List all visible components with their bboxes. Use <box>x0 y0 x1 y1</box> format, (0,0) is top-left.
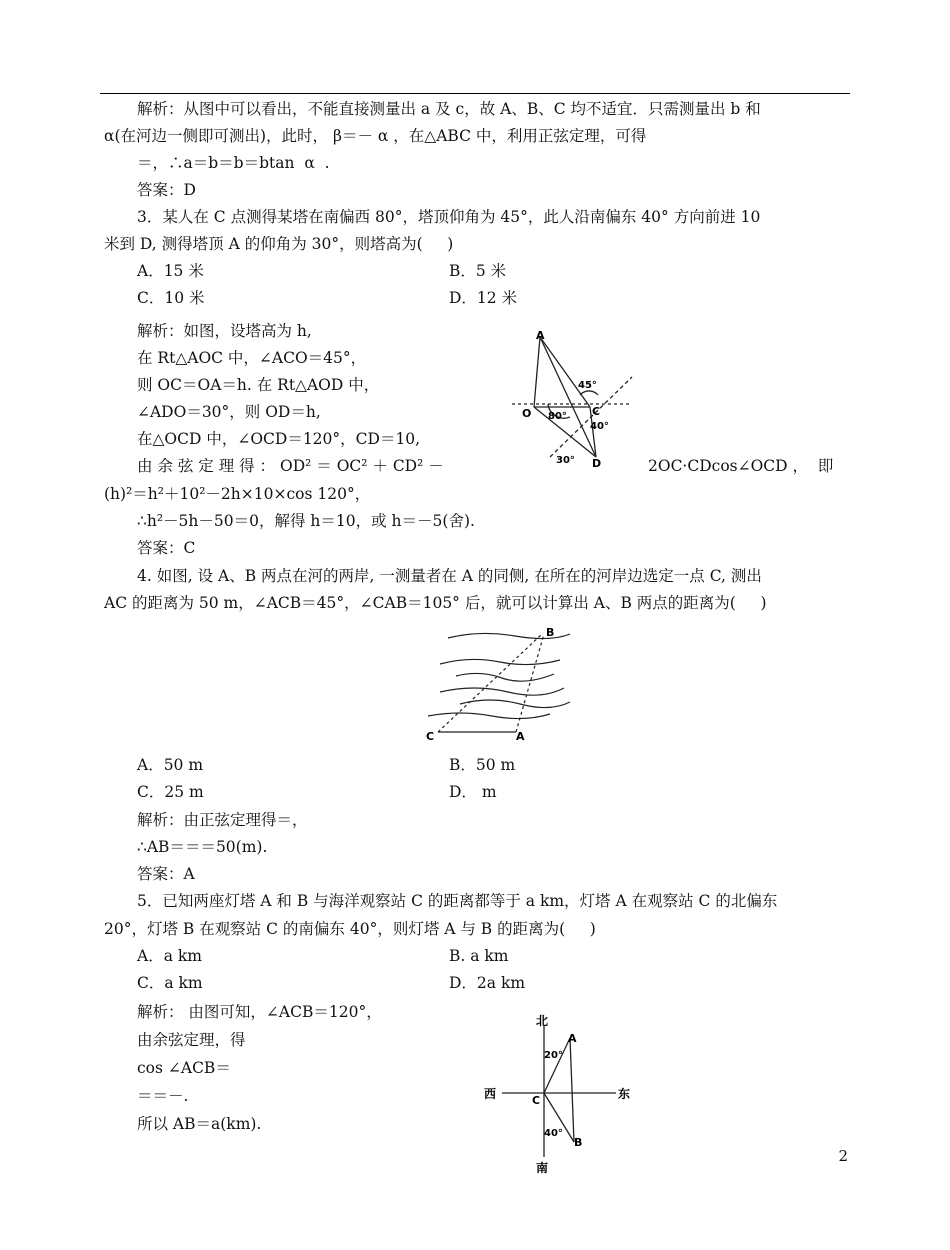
header-rule <box>100 93 850 94</box>
question-5: 5．已知两座灯塔 A 和 B 与海洋观察站 C 的距离都等于 a km，灯塔 A 在观察站 C 的北偏东 <box>137 892 778 910</box>
text-line: (h)²＝h²＋10²－2h×10×cos 120°， <box>104 485 371 503</box>
text-line: 20°，灯塔 B 在观察站 C 的南偏东 40°，则灯塔 A 与 B 的距离为( ) <box>104 920 596 938</box>
compass-north: 北 <box>536 1014 549 1028</box>
option-b: B. a km <box>449 947 509 965</box>
river-figure <box>420 622 580 747</box>
option-c: C．25 m <box>137 783 204 801</box>
option-c: C．a km <box>137 974 203 992</box>
text-line: cos ∠ACB＝ <box>137 1059 231 1077</box>
compass-label-C: C <box>532 1094 541 1107</box>
text-line: 解析：由正弦定理得＝， <box>137 811 308 829</box>
tower-angle-45: 45° <box>578 380 597 391</box>
text-line: ∠ADO＝30°，则 OD＝h, <box>137 403 321 421</box>
text-line: ＝＝－. <box>137 1087 189 1105</box>
tower-angle-30: 30° <box>556 455 575 466</box>
question-4: 4. 如图, 设 A、B 两点在河的两岸, 一测量者在 A 的同侧, 在所在的河岸边选定一点 C, 测出 <box>137 567 762 585</box>
text-line: 解析： 由图可知，∠ACB＝120°， <box>137 1003 382 1021</box>
text-line: 2OC·CDcos∠OCD ， 即 <box>648 457 834 475</box>
text-line: 在△OCD 中，∠OCD＝120°，CD＝10, <box>137 430 421 448</box>
option-c: C．10 米 <box>137 289 205 307</box>
option-a: A．15 米 <box>137 262 204 280</box>
compass-label-A: A <box>568 1032 577 1045</box>
answer-line: 答案：A <box>137 865 195 883</box>
text-line: α(在河边一侧即可测出)，此时， β＝－ α ，在△ABC 中，利用正弦定理，可得 <box>104 127 647 145</box>
text-line: AC 的距离为 50 m，∠ACB＝45°，∠CAB＝105° 后，就可以计算出 A、B 两点的距离为( ) <box>104 594 767 612</box>
river-label-A: A <box>516 730 525 743</box>
question-3: 3．某人在 C 点测得某塔在南偏西 80°，塔顶仰角为 45°，此人沿南偏东 40° 方向前进 10 <box>137 208 761 226</box>
river-label-B: B <box>546 626 555 639</box>
compass-west: 西 <box>484 1087 497 1101</box>
river-label-C: C <box>426 730 435 743</box>
text-line: 解析：从图中可以看出，不能直接测量出 a 及 c，故 A、B、C 均不适宜．只需测量出 b 和 <box>137 100 761 118</box>
compass-angle-20: 20° <box>544 1050 563 1061</box>
tower-label-A: A <box>536 329 545 342</box>
option-a: A．50 m <box>137 756 204 774</box>
option-b: B．5 米 <box>449 262 507 280</box>
text-line: ∴AB＝＝＝50(m). <box>137 838 268 856</box>
option-a: A．a km <box>137 947 202 965</box>
tower-label-O: O <box>522 407 532 420</box>
text-line: 米到 D, 测得塔顶 A 的仰角为 30°，则塔高为( ) <box>104 235 454 253</box>
compass-angle-40: 40° <box>544 1128 563 1139</box>
tower-angle-40: 40° <box>590 421 609 432</box>
compass-figure <box>478 1012 638 1177</box>
text-line: 在 Rt△AOC 中，∠ACO＝45°， <box>137 349 367 367</box>
tower-label-D: D <box>592 457 602 470</box>
answer-line: 答案：D <box>137 181 196 199</box>
tower-figure <box>510 325 640 470</box>
tower-label-C: C <box>592 405 601 418</box>
compass-label-B: B <box>574 1136 583 1149</box>
text-line: 由 余 弦 定 理 得 ： OD² ＝ OC² ＋ CD² － <box>137 457 444 475</box>
compass-south: 南 <box>536 1161 549 1175</box>
option-b: B．50 m <box>449 756 516 774</box>
option-d: D．12 米 <box>449 289 518 307</box>
compass-east: 东 <box>618 1087 631 1101</box>
text-line: ＝，∴a＝b＝b＝btan α . <box>137 154 330 172</box>
text-line: 解析：如图，设塔高为 h, <box>137 322 312 340</box>
text-line: 则 OC＝OA＝h. 在 Rt△AOD 中， <box>137 376 380 394</box>
text-line: 所以 AB＝a(km). <box>137 1115 262 1133</box>
option-d: D． m <box>449 783 497 801</box>
option-d: D．2a km <box>449 974 526 992</box>
text-line: 由余弦定理，得 <box>137 1031 246 1049</box>
text-line: ∴h²－5h－50＝0，解得 h＝10，或 h＝－5(舍). <box>137 512 475 530</box>
tower-angle-80: 80° <box>548 411 567 422</box>
page-number: 2 <box>838 1147 848 1165</box>
answer-line: 答案：C <box>137 539 196 557</box>
